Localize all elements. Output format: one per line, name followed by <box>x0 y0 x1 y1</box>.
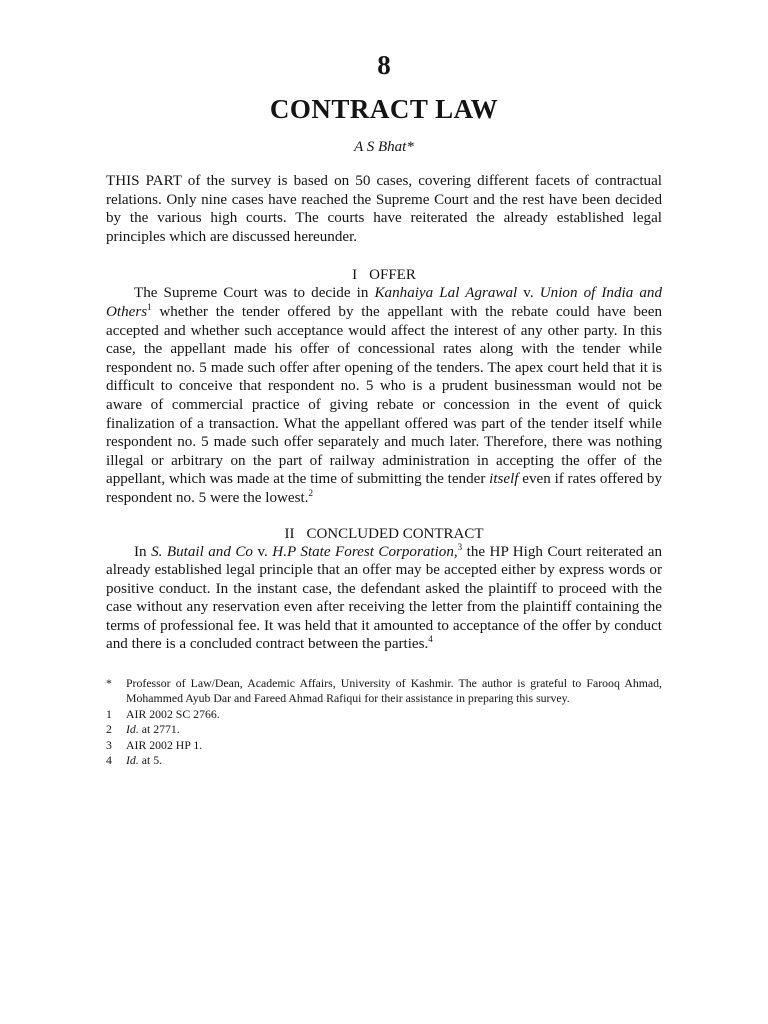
text-run: v. <box>252 543 273 560</box>
footnote-3 <box>106 738 662 753</box>
footnote-marker: 2 <box>106 722 112 737</box>
case-name: H.P State Forest Corporation, <box>272 543 458 560</box>
concluded-contract-paragraph <box>106 543 662 655</box>
footnote-text: AIR 2002 HP 1. <box>126 737 203 752</box>
intro-paragraph: THIS PART of the survey is based on 50 cases, covering different facets of contractual relations. Only nine cases have reached the Supreme Court and the rest have been decided by the various high courts. The courts have reiterated the already established legal principles which are discussed hereunder. <box>106 173 662 245</box>
footnote-text: AIR 2002 SC 2766. <box>126 706 220 721</box>
footnote-marker: 4 <box>106 753 112 768</box>
text-run: The Supreme Court was to decide in <box>134 285 375 302</box>
section-number: I <box>352 267 358 284</box>
footnote-ref: 2 <box>308 487 313 498</box>
case-name: Union of India and Others <box>106 285 662 320</box>
text-run: In <box>134 543 152 560</box>
section-number: II <box>284 525 295 542</box>
document-page <box>106 50 662 769</box>
text-run: at 5. <box>138 753 163 768</box>
author-byline: A S Bhat* <box>354 139 414 155</box>
text-run: even if rates offered by respondent no. 5 were the lowest. <box>106 471 662 506</box>
footnote-ref: 4 <box>428 634 433 645</box>
ibid-abbrev: Id. <box>126 722 139 737</box>
footnote-ref: 3 <box>457 541 463 552</box>
case-name: Kanhaiya Lal Agrawal <box>374 285 518 302</box>
footnote-text <box>126 753 662 768</box>
text-run: whether the tender offered by the appellant with the rebate could have been accepted and whether such acceptance would affect the interest of any other party. In this case, the appellant made his offer of concessional rates along with the tender while respondent no. 5 made such offer after opening of the tenders. The apex court held that it is difficult to conceive that respondent no. 5 who is a prudent businessman would not be aware of commercial practice of giving rebate or concession in the event of quick finalization of a transaction. What the appellant offered was part of the tender itself while respondent no. 5 made such offer separately and much later. Therefore, there was nothing illegal or arbitrary on the part of railway administration in accepting the offer of the appellant, which was made at the time of submitting the tender <box>106 303 662 488</box>
ibid-abbrev: Id. <box>126 753 139 768</box>
section-title: CONCLUDED CONTRACT <box>306 525 484 542</box>
chapter-number: 8 <box>377 50 391 80</box>
text-run: at 2771. <box>138 722 180 737</box>
offer-paragraph <box>106 284 662 507</box>
footnote-author <box>106 676 662 707</box>
footnote-ref: 1 <box>147 301 152 312</box>
chapter-title: CONTRACT LAW <box>269 94 499 124</box>
footnote-marker: 3 <box>106 737 112 752</box>
text-run: the HP High Court reiterated an already established legal principle that an offer may be accepted either by express words or positive conduct. In the instant case, the defendant asked the plaintiff to proceed with the case without any reservation even after receiving the letter from the plaintiff containing the terms of professional fee. It was held that it amounted to acceptance of the offer by conduct and there is a concluded contract between the parties. <box>106 543 663 653</box>
footnote-marker: 1 <box>106 706 112 721</box>
section-heading-concluded-contract <box>106 525 662 543</box>
case-name: S. Butail and Co <box>151 543 253 560</box>
section-title: OFFER <box>369 267 416 284</box>
footnote-marker: * <box>106 676 112 691</box>
footnote-4 <box>106 753 662 768</box>
emphasis: itself <box>489 471 519 488</box>
footnote-text <box>126 722 662 737</box>
footnotes <box>106 676 662 768</box>
section-heading-offer <box>106 266 662 284</box>
footnote-2 <box>106 722 662 737</box>
footnote-text: Professor of Law/Dean, Academic Affairs, University of Kashmir. The author is grateful to Farooq Ahmad, Mohammed Ayub Dar and Fareed Ahmad Rafiqui for their assistance in preparing this survey. <box>126 676 662 706</box>
text-run: v. <box>517 285 540 302</box>
footnote-1 <box>106 707 662 722</box>
